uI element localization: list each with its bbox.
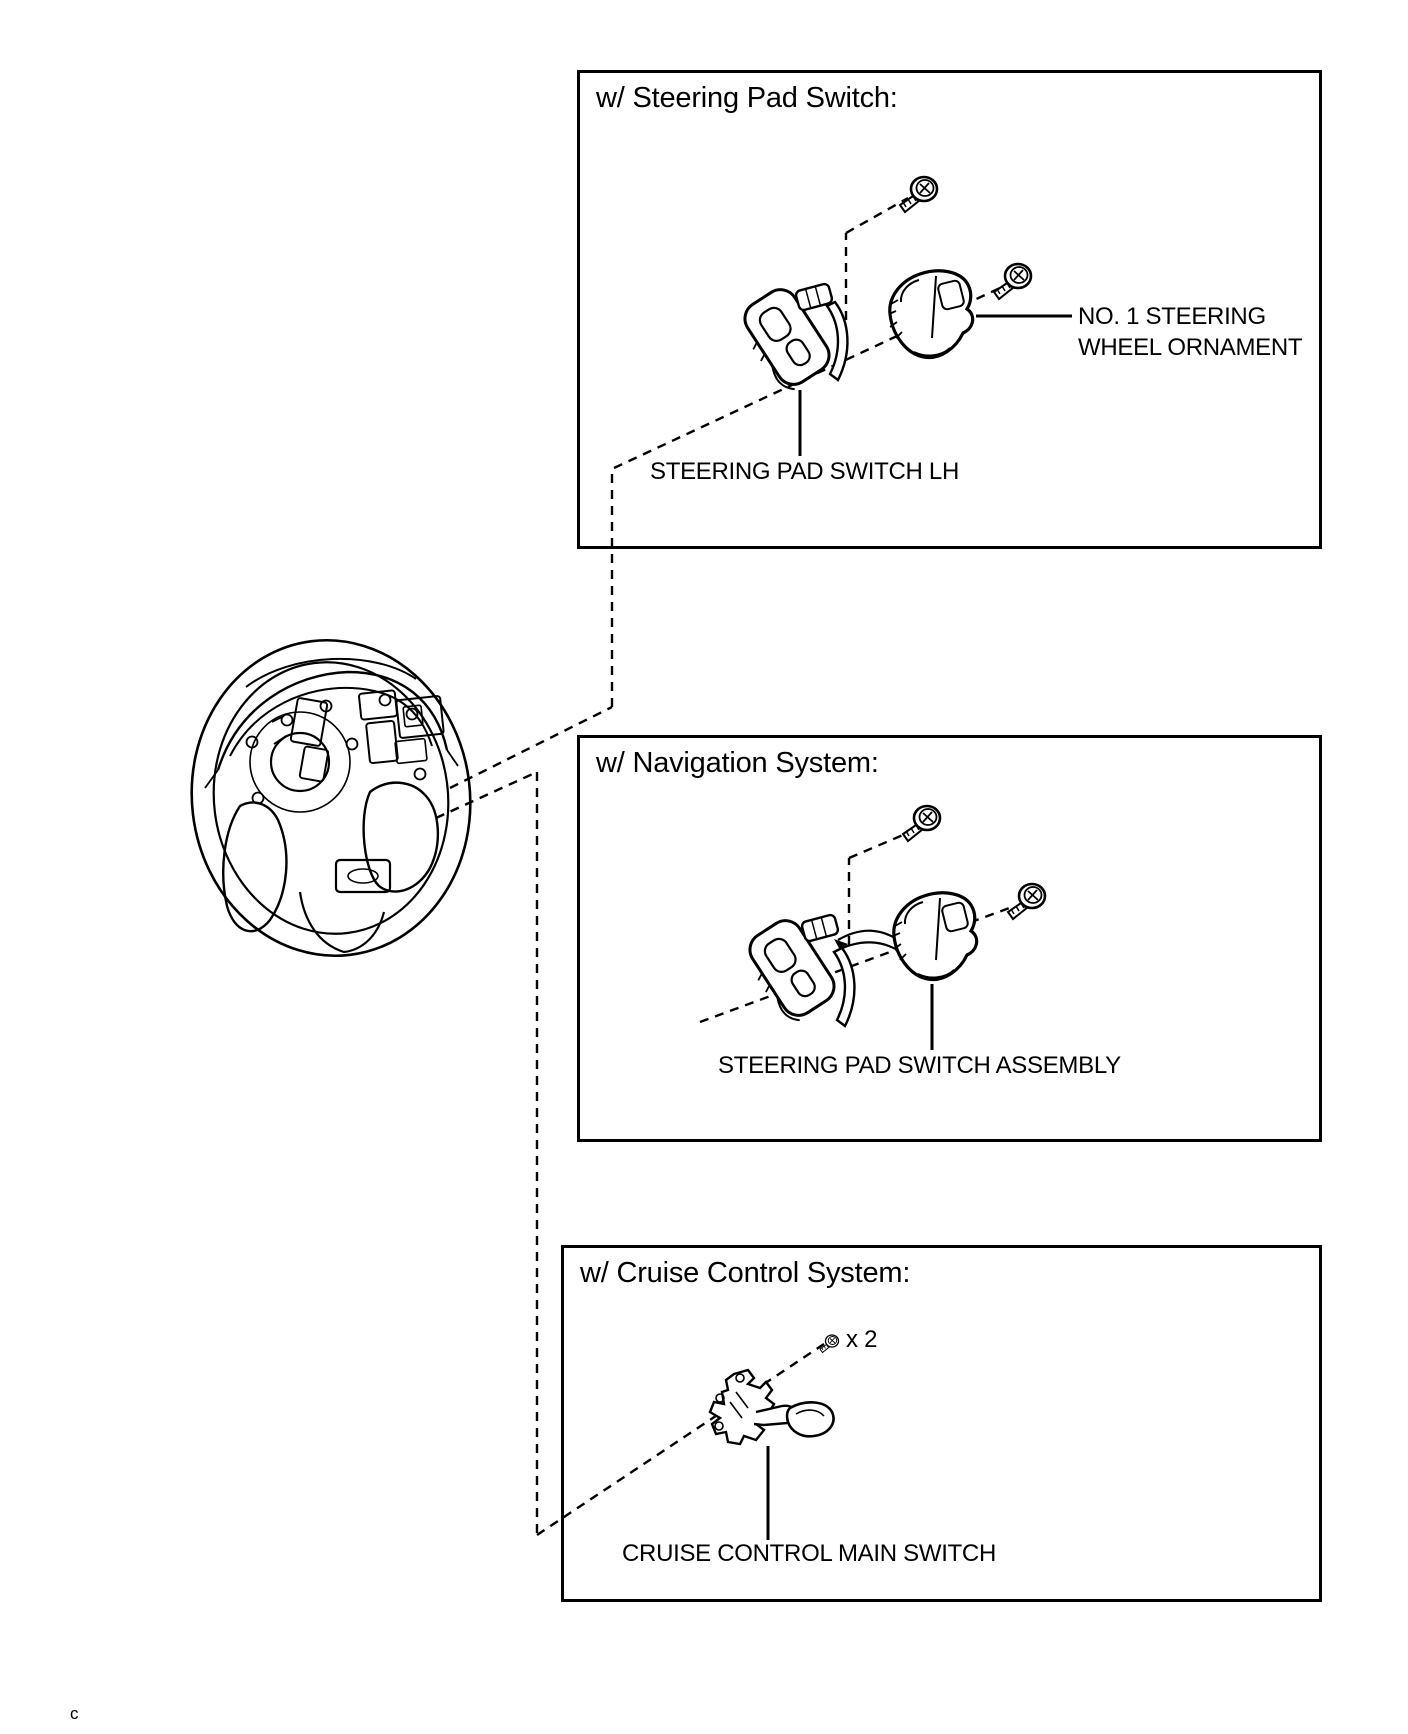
panel-title: w/ Cruise Control System: bbox=[580, 1257, 911, 1289]
label-screw-count: x 2 bbox=[846, 1326, 878, 1353]
label-line: NO. 1 STEERING bbox=[1078, 303, 1266, 330]
panel-navigation-system bbox=[577, 735, 1322, 1142]
page-footer-mark: c bbox=[70, 1704, 79, 1723]
label-steering-pad-switch-assembly: STEERING PAD SWITCH ASSEMBLY bbox=[718, 1052, 1121, 1079]
panel-title: w/ Steering Pad Switch: bbox=[596, 82, 898, 114]
label-cruise-control-main-switch: CRUISE CONTROL MAIN SWITCH bbox=[622, 1540, 996, 1567]
steering-wheel-line-art bbox=[174, 624, 488, 972]
panel-title: w/ Navigation System: bbox=[596, 747, 879, 779]
label-steering-pad-switch-lh: STEERING PAD SWITCH LH bbox=[650, 458, 959, 485]
label-no1-steering-wheel-ornament bbox=[1078, 301, 1302, 363]
label-line: WHEEL ORNAMENT bbox=[1078, 334, 1303, 361]
